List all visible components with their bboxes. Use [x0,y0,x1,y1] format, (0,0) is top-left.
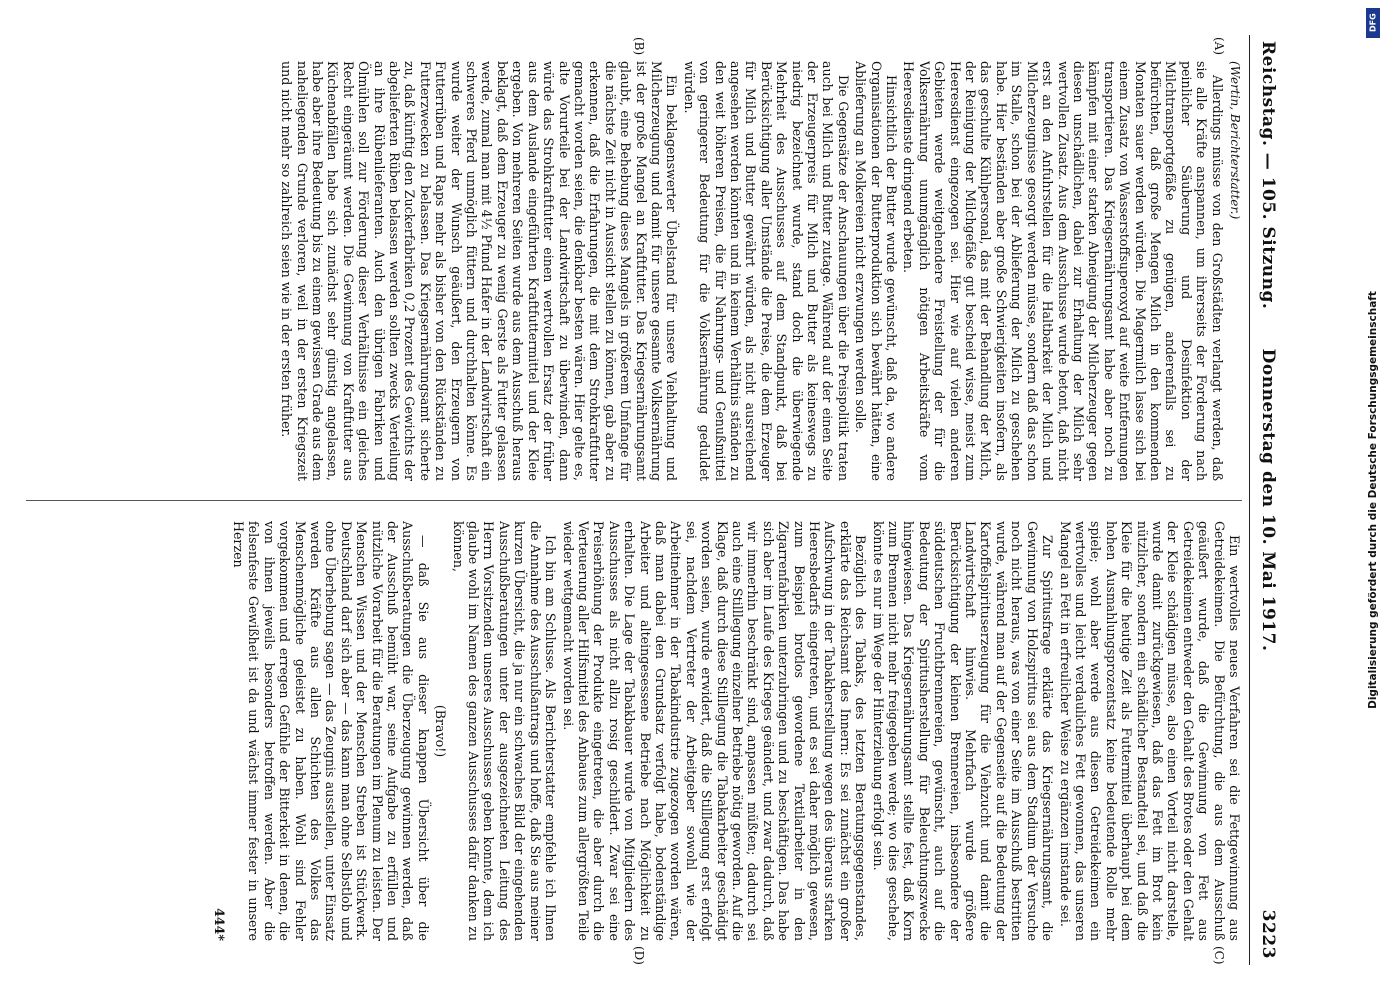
paragraph: Die Gegensätze der Anschauungen über die Preispolitik traten auch bei Milch und Butter zutage. Während auf der einen Seite der Erzeugerpreis für Milch und Butter als keineswegs zu niedrig bezeichnet wurde, stand doch die überwiegende Mehrheit des Ausschusses auf dem Standpunkt, daß bei Berücksichtigung aller Umstände die Preise, die dem Erzeuger für Milch und Butter gewährt würden, als nicht ausreichend angesehen werden könnten und in keinem Verhältnis ständen zu den weit höheren Preisen, die für Nahrungs- und Genußmittel von geringerer Bedeutung für die Volksernährung geduldet würden. [681,61,851,481]
margin-mark-d: (D) [632,946,646,965]
page-header [1249,35,1286,965]
dfg-logo: DFG [1366,8,1380,38]
right-column [26,521,1242,941]
paragraph: Ich bin am Schlusse. Als Berichterstatter empfehle ich Ihnen die Annahme des Ausschußantrags und hoffe, daß Sie aus meiner kurzen Übersicht, die ja nur ein schwaches Bild der eingehenden Ausschußberatungen unter der ausgezeichneten Leitung des Herrn Vorsitzenden unseres Ausschusses geben konnte, dem ich glaube wohl im Namen des ganzen Ausschusses dafür danken zu können, [450,521,559,941]
rotated-newspaper-page [6,35,1286,965]
left-column [26,61,1242,481]
page-number: 3223 [1258,909,1278,959]
digitization-credit: Digitalisierung gefördert durch die Deutsche Forschungsgemeinschaft [1367,291,1379,709]
interjection: (Bravo!) [433,704,449,758]
speaker-line: (Wertin, Berichterstatter.) [1228,61,1242,220]
header-date: Donnerstag den 10. Mai 1917. [1258,348,1278,652]
margin-mark-b: (B) [632,37,646,56]
signature-mark: 444* [211,908,227,941]
paragraph: Allerdings müsse von den Großstädten verlangt werden, daß sie alle Kräfte anspannen, um ihrerseits der Forderung nach peinlicher Säuberung und Desinfektion der Milchtransportgefäße zu genügen, anderenfalls sei zu befürchten, daß große Mengen Milch in den kommenden Monaten sauer werden würden. Die Magermilch lasse sich bei einem Zusatz von Wasserstoffsuperoxyd auf weite Entfernungen transportieren. Das Kriegsernährungsamt habe aber noch zu kämpfen mit einer starken Abneigung der Milcherzeuger gegen diesen unschädlichen, dabei zur Erhaltung der Milch sehr wertvollen Zusatz. Aus dem Ausschusse wurde betont, daß nicht erst an den Anfuhrstellen für die Haltbarkeit der Milch und Milcherzeugnisse gesorgt werden müsse, sondern daß das schon im Stalle, schon bei der Ablieferung der Milch zu geschehen habe. Hier beständen aber große Schwierigkeiten insofern, als das geschulte Kühlpersonal, das mit der Behandlung der Milch, der Reinigung der Milchgefäße gut bescheid wisse, meist zum Heeresdienst eingezogen sei. Hier wie auf vielen anderen Gebieten werde weitgehendere Freistellung der für die Volksernährung unumgänglich nötigen Arbeitskräfte vom Heeresdienste dringend erbeten. [901,61,1225,481]
header-left: Reichstag. — 105. Sitzung. [1258,41,1278,310]
paragraph: Ein beklagenswerter Übelstand für unsere Viehhaltung und Milcherzeugung und damit für unsere gesamte Volksernährung ist der große Mangel an Kraftfutter. Das Kriegsernährungsamt glaubt, eine Behebung dieses Mangels in größerem Umfange für die nächste Zeit nicht in Aussicht stellen zu können, gab aber zu erkennen, daß die Erfahrungen, die mit dem Strohkraftfutter gemacht worden seien, die denkbar besten wären. Hier gelte es, alte Vorurteile bei der Landwirtschaft zu überwinden, dann würde das Strohkraftfutter einen wertvollen Ersatz der früher aus dem Auslande eingeführten Kraftfuttermittel und der Kleie ergeben. Von mehreren Seiten wurde aus dem Ausschuß heraus beklagt, daß dem Erzeuger zu wenig Gerste als Futter gelassen werde, zumal man mit 4½ Pfund Hafer in der Landwirtschaft ein schweres Pferd unmöglich füttern und durchhalten könne. Es wurde weiter der Wunsch geäußert, den Erzeugern von Futterrüben und Raps mehr als bisher von den Rückständen zu Futterzwecken zu belassen. Das Kriegsernährungsamt sicherte zu, daß künftig den Zuckerfabriken 0,2 Prozent des Gewichts der abgelieferten Rüben belassen werden sollten zwecks Verteilung an ihre Rübenlieferanten. Auch den übrigen Fabriken und Ölmühlen soll zur Förderung dieser Verhältnisse ein gleiches Recht eingeräumt werden. Die Gewinnung von Kraftfutter aus Küchenabfällen habe sich zunächst sehr günstig angelassen, habe aber ihre Bedeutung bis zu einem gewissen Grade aus dem naheliegenden Grunde verloren, weil in der ersten Kriegszeit und nicht mehr so zahlreich seien wie in der ersten früher. [279,61,680,481]
column-divider [26,500,1242,501]
paragraph: Zur Spiritusfrage erklärte das Kriegsernährungsamt, die Gewinnung von Holzspiritus sei aus dem Stadium der Versuche noch nicht heraus, was von einer Seite im Ausschuß bestritten wurde, während man auf der Gegenseite auf die Bedeutung der Kartoffelspirituserzeugung für die Viehzucht und damit die Landwirtschaft hinwies. Mehrfach wurde größere Berücksichtigung der kleinen Brennereien, insbesondere der süddeutschen Fruchtbrennereien, gewünscht, auch auf die Bedeutung der Spiritusherstellung für Beleuchtungszwecke hingewiesen. Das Kriegsernährungsamt stellte fest, daß Korn zum Brennen nicht mehr freigegeben werde; wo dies geschehe, könnte es nur im Wege der Hinterziehung erfolgt sein. [870,521,1056,941]
paragraph: Ein wertvolles neues Verfahren sei die Fettgewinnung aus Getreidekeimen. Die Befürchtung, die aus dem Ausschuß geäußert wurde, daß die Gewinnung von Fett aus Getreidekeimen entweder den Gehalt des Brotes oder den Gehalt der Kleie schädigen müsse, also einen Vorteil nicht darstelle, wurde damit zurückgewiesen, daß das Fett im Brot kein nützlicher, sondern ein schädlicher Bestandteil sei, und daß die Kleie für die heutige Zeit als Futtermittel überhaupt bei dem hohen Ausmahlungsprozentsatz keine bedeutende Rolle mehr spiele; wohl aber werde aus diesen Getreidekeimen ein wertvolles und leicht verdauliches Fett gewonnen, das unseren Mangel an Fett in erfreulicher Weise zu ergänzen imstande sei. [1057,521,1242,941]
paragraph: Bezüglich des Tabaks, des letzten Beratungsgegenstandes, erklärte das Reichsamt des Innern: Es sei zunächst ein großer Aufschwung in der Tabakherstellung wegen des überaus starken Heeresbedarfs eingetreten, und es sei daher möglich gewesen, zum Beispiel brotlos gewordene Textilarbeiter in den Zigarrenfabriken unterzubringen und zu beschäftigen. Das habe sich aber im Laufe des Krieges geändert, und zwar dadurch, daß wir immerhin beschränkt sind, anpassen müßten; dadurch sei auch eine Stilllegung einzelner Betriebe nötig geworden. Auf die Klage, daß durch diese Stilllegung die Tabakarbeiter geschädigt worden seien, wurde erwidert, daß die Stilllegung erst erfolgt sei, nachdem Vertreter der Arbeitgeber sowohl wie der Arbeitnehmer in der Tabakindustrie zugezogen worden wären, daß man dabei den Grundsatz verfolgt habe, bodenständige Arbeiter und alteingesessene Betriebe nach Möglichkeit zu erhalten. Die Lage der Tabakbauer wurde von Mitgliedern des Ausschusses als nicht allzu rosig geschildert. Zwar sei eine Preiserhöhung der Produkte eingetreten, die aber durch die Verteuerung aller Hilfsmittel des Anbaues zum allergrößten Teile wieder wettgemacht worden sei. [560,521,869,941]
paragraph: — daß Sie aus dieser knappen Übersicht über die Ausschußberatungen die Überzeugung gewinnen werden, daß der Ausschuß bemüht war, seine Aufgabe zu erfüllen und nützliche Vorarbeit für die Beratungen im Plenum zu leisten. Der Menschen Wissen und der Menschen Streben ist Stückwerk. Deutschland darf sich aber — das kann man ohne Selbstlob und ohne Überhebung sagen — das Zeugnis ausstellen, unter Einsatz werden Kräfte aus allen Schichten des Volkes das Menschenmögliche geleistet zu haben. Wohl sind Fehler vorgekommen und erregen Gefühle der Bitterkeit in denen, die von ihnen jeweils besonders betroffen werden. Aber die felsenfeste Gewißheit ist da und wächst immer fester in unsere Herzen [231,521,431,941]
margin-mark-a: (A) [1212,37,1226,56]
paragraph: Hinsichtlich der Butter wurde gewünscht, daß da, wo andere Organisationen der Butterproduktion sich bewährt hätten, eine Ablieferung an Molkereien nicht erzwungen werden solle. [853,61,900,481]
margin-mark-c: (C) [1212,946,1226,965]
